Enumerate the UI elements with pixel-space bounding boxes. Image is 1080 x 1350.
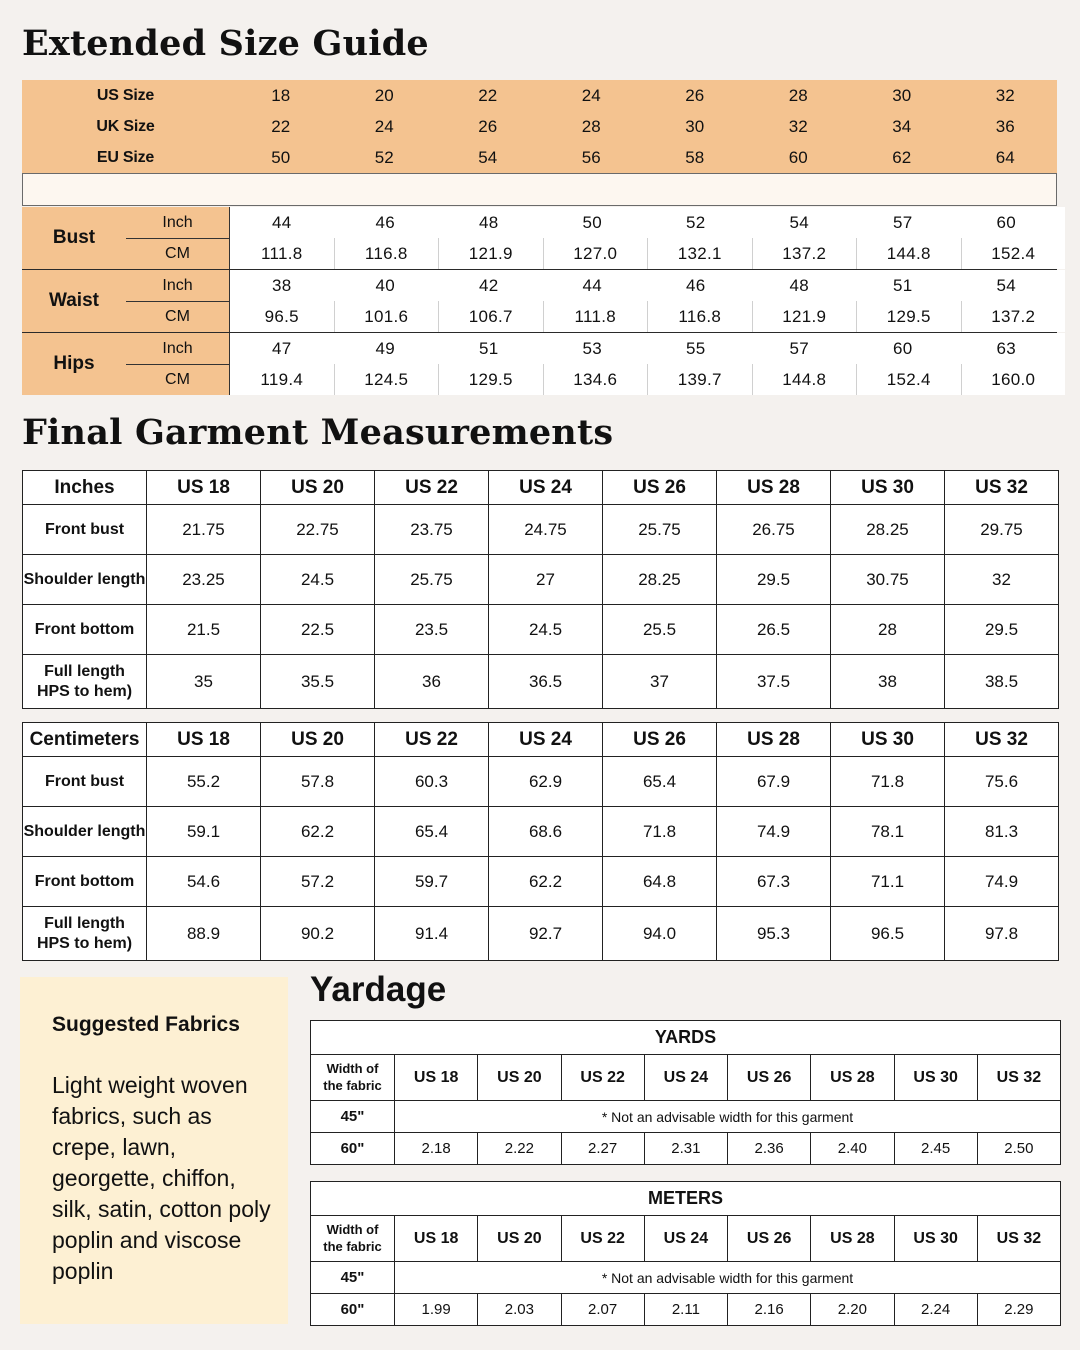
size-cell: 24	[581, 85, 601, 105]
value-cell: 32	[945, 555, 1059, 605]
caption-row	[311, 1182, 1061, 1216]
value-cell: 71.8	[831, 757, 945, 807]
size-cell: 36	[995, 116, 1015, 136]
value-cell: 53	[582, 338, 602, 358]
value-cell: 54.6	[147, 857, 261, 907]
meters-table	[310, 1181, 1061, 1326]
fabrics-title: Suggested Fabrics	[52, 1013, 240, 1036]
measure-label	[22, 333, 229, 395]
size-column-header: US 26	[728, 1055, 811, 1101]
size-cell: 32	[788, 116, 808, 136]
value-cell: 78.1	[831, 807, 945, 857]
measure-name: Waist	[49, 290, 99, 311]
value-cell: 90.2	[261, 907, 375, 961]
table-row	[23, 857, 1059, 907]
value-cell: 2.20	[811, 1294, 894, 1326]
size-cell: 20	[374, 85, 394, 105]
size-column-header: US 24	[644, 1055, 727, 1101]
size-column-header: US 22	[561, 1055, 644, 1101]
size-column-header: US 20	[261, 723, 375, 757]
value-cell: 67.3	[717, 857, 831, 907]
row-label: Front bottom	[23, 605, 147, 655]
value-cell: 134.6	[543, 364, 648, 395]
cm-row	[230, 364, 1065, 395]
size-cell: 32	[995, 85, 1015, 105]
size-column-header: US 28	[811, 1055, 894, 1101]
value-cell: 23.75	[375, 505, 489, 555]
us-size-row	[22, 80, 1057, 111]
value-cell: 63	[996, 338, 1016, 358]
width-45-row	[311, 1101, 1061, 1133]
value-cell: 92.7	[489, 907, 603, 961]
row-label: US Size	[96, 86, 155, 104]
value-cell: 129.5	[438, 364, 543, 395]
value-cell: 74.9	[717, 807, 831, 857]
header-row	[311, 1216, 1061, 1262]
value-cell: 137.2	[961, 301, 1066, 332]
value-cell: 65.4	[603, 757, 717, 807]
table-row	[23, 757, 1059, 807]
size-column-header: US 22	[375, 723, 489, 757]
row-label: Front bust	[23, 757, 147, 807]
value-cell: 51	[892, 275, 913, 295]
not-advisable-note: * Not an advisable width for this garment	[395, 1101, 1061, 1133]
value-cell: 44	[271, 212, 292, 232]
value-cell: 29.5	[945, 605, 1059, 655]
size-cell: 28	[788, 85, 808, 105]
size-column-header: US 32	[977, 1055, 1060, 1101]
value-cell: 62.2	[489, 857, 603, 907]
unit-inch-label: Inch	[162, 276, 193, 294]
value-cell: 28.25	[831, 505, 945, 555]
value-cell: 2.24	[894, 1294, 977, 1326]
value-cell: 74.9	[945, 857, 1059, 907]
value-cell: 62.9	[489, 757, 603, 807]
size-cell: 28	[581, 116, 601, 136]
size-cell: 26	[685, 85, 705, 105]
value-cell: 96.5	[831, 907, 945, 961]
value-cell: 2.36	[728, 1133, 811, 1165]
value-cell: 95.3	[717, 907, 831, 961]
value-cell: 35	[147, 655, 261, 709]
unit-header: Inches	[23, 471, 147, 505]
size-cell: 30	[685, 116, 705, 136]
width-header: Width of the fabric	[311, 1055, 395, 1101]
size-cell: 54	[478, 147, 498, 167]
value-cell: 2.11	[644, 1294, 727, 1326]
width-label: 60"	[311, 1133, 395, 1165]
value-cell: 2.50	[977, 1133, 1060, 1165]
spacer-band	[22, 173, 1057, 206]
size-column-header: US 20	[478, 1055, 561, 1101]
value-cell: 64.8	[603, 857, 717, 907]
value-cell: 59.7	[375, 857, 489, 907]
value-cell: 106.7	[438, 301, 543, 332]
size-cell: 24	[374, 116, 394, 136]
size-column-header: US 20	[261, 471, 375, 505]
value-cell: 40	[375, 275, 395, 295]
size-column-header: US 26	[603, 471, 717, 505]
header-row	[23, 723, 1059, 757]
value-cell: 71.1	[831, 857, 945, 907]
value-cell: 28	[831, 605, 945, 655]
value-cell: 116.8	[334, 238, 439, 269]
table-row	[23, 605, 1059, 655]
value-cell: 57.2	[261, 857, 375, 907]
value-cell: 160.0	[961, 364, 1066, 395]
size-cell: 58	[685, 147, 705, 167]
measure-name: Bust	[52, 227, 96, 248]
size-cell: 30	[892, 85, 912, 105]
value-cell: 124.5	[334, 364, 439, 395]
value-cell: 127.0	[543, 238, 648, 269]
value-cell: 2.31	[644, 1133, 727, 1165]
value-cell: 139.7	[647, 364, 752, 395]
size-cell: 62	[892, 147, 912, 167]
row-label: Front bust	[23, 505, 147, 555]
value-cell: 29.5	[717, 555, 831, 605]
value-cell: 49	[375, 338, 395, 358]
width-60-row	[311, 1133, 1061, 1165]
value-cell: 22.5	[261, 605, 375, 655]
value-cell: 46	[375, 212, 395, 232]
value-cell: 65.4	[375, 807, 489, 857]
value-cell: 144.8	[752, 364, 857, 395]
value-cell: 2.40	[811, 1133, 894, 1165]
size-column-header: US 22	[561, 1216, 644, 1262]
value-cell: 2.18	[395, 1133, 478, 1165]
cm-row	[230, 238, 1065, 269]
row-label: EU Size	[96, 148, 155, 166]
yards-table	[310, 1020, 1061, 1165]
value-cell: 24.5	[489, 605, 603, 655]
size-cell: 22	[271, 116, 291, 136]
width-45-row	[311, 1262, 1061, 1294]
value-cell: 94.0	[603, 907, 717, 961]
value-cell: 144.8	[856, 238, 961, 269]
width-header: Width of the fabric	[311, 1216, 395, 1262]
value-cell: 2.03	[478, 1294, 561, 1326]
value-cell: 54	[996, 275, 1016, 295]
value-cell: 51	[478, 338, 499, 358]
value-cell: 44	[582, 275, 602, 295]
garment-cm-table	[22, 722, 1059, 961]
unit-inch-label: Inch	[162, 339, 193, 357]
table-row	[23, 555, 1059, 605]
value-cell: 23.25	[147, 555, 261, 605]
value-cell: 111.8	[260, 243, 303, 263]
size-cell: 34	[892, 116, 912, 136]
size-column-header: US 24	[489, 723, 603, 757]
value-cell: 29.75	[945, 505, 1059, 555]
table-caption: METERS	[311, 1182, 1061, 1216]
value-cell: 22.75	[261, 505, 375, 555]
unit-cm-label: CM	[165, 307, 190, 325]
value-cell: 2.22	[478, 1133, 561, 1165]
size-column-header: US 32	[945, 723, 1059, 757]
measure-values	[229, 333, 1065, 395]
unit-cm-label: CM	[165, 244, 190, 262]
size-column-header: US 30	[894, 1055, 977, 1101]
value-cell: 47	[271, 338, 292, 358]
size-cell: 26	[478, 116, 498, 136]
measure-label	[22, 270, 229, 332]
value-cell: 152.4	[856, 364, 961, 395]
size-column-header: US 18	[395, 1055, 478, 1101]
size-cell: 18	[271, 85, 291, 105]
row-label: Shoulder length	[23, 555, 147, 605]
size-column-header: US 24	[644, 1216, 727, 1262]
measure-group-waist	[22, 270, 1057, 333]
value-cell: 38	[271, 275, 292, 295]
uk-size-row	[22, 111, 1057, 142]
value-cell: 2.07	[561, 1294, 644, 1326]
not-advisable-note: * Not an advisable width for this garment	[395, 1262, 1061, 1294]
size-column-header: US 30	[894, 1216, 977, 1262]
value-cell: 57	[789, 338, 809, 358]
value-cell: 36	[375, 655, 489, 709]
value-cell: 137.2	[752, 238, 857, 269]
value-cell: 75.6	[945, 757, 1059, 807]
value-cell: 60	[892, 338, 913, 358]
size-cell: 22	[478, 85, 498, 105]
value-cell: 88.9	[147, 907, 261, 961]
value-cell: 2.29	[977, 1294, 1060, 1326]
header-row	[23, 471, 1059, 505]
cm-row	[230, 301, 1065, 332]
size-column-header: US 20	[478, 1216, 561, 1262]
unit-header: Centimeters	[23, 723, 147, 757]
value-cell: 68.6	[489, 807, 603, 857]
value-cell: 55.2	[147, 757, 261, 807]
value-cell: 67.9	[717, 757, 831, 807]
value-cell: 55	[685, 338, 706, 358]
value-cell: 52	[685, 212, 706, 232]
measure-name: Hips	[53, 353, 95, 374]
size-column-header: US 26	[728, 1216, 811, 1262]
caption-row	[311, 1021, 1061, 1055]
size-conversion-header	[22, 80, 1057, 173]
size-guide-title: Extended Size Guide	[22, 23, 429, 64]
value-cell: 48	[789, 275, 809, 295]
value-cell: 81.3	[945, 807, 1059, 857]
value-cell: 21.75	[147, 505, 261, 555]
row-label: Full length HPS to hem)	[23, 655, 147, 709]
table-row	[23, 807, 1059, 857]
value-cell: 28.25	[603, 555, 717, 605]
size-column-header: US 28	[717, 723, 831, 757]
value-cell: 119.4	[260, 369, 304, 389]
eu-size-row	[22, 142, 1057, 173]
value-cell: 1.99	[395, 1294, 478, 1326]
size-column-header: US 22	[375, 471, 489, 505]
value-cell: 2.27	[561, 1133, 644, 1165]
size-cell: 64	[995, 147, 1015, 167]
value-cell: 37	[603, 655, 717, 709]
measure-values	[229, 207, 1065, 269]
size-column-header: US 18	[395, 1216, 478, 1262]
value-cell: 48	[478, 212, 499, 232]
size-cell: 52	[374, 147, 394, 167]
size-cell: 50	[271, 147, 291, 167]
value-cell: 111.8	[543, 301, 648, 332]
row-label: UK Size	[96, 117, 155, 135]
measure-values	[229, 270, 1065, 332]
value-cell: 132.1	[647, 238, 752, 269]
size-column-header: US 30	[831, 471, 945, 505]
value-cell: 121.9	[438, 238, 543, 269]
value-cell: 2.45	[894, 1133, 977, 1165]
measure-group-hips	[22, 333, 1057, 395]
value-cell: 25.75	[375, 555, 489, 605]
table-row	[23, 655, 1059, 709]
fabrics-text: Light weight woven fabrics, such as crepe, lawn, georgette, chiffon, silk, satin, cotton poly poplin and viscose poplin	[52, 1072, 271, 1284]
size-cell: 56	[581, 147, 601, 167]
value-cell: 91.4	[375, 907, 489, 961]
width-label: 45"	[311, 1101, 395, 1133]
value-cell: 97.8	[945, 907, 1059, 961]
value-cell: 129.5	[856, 301, 961, 332]
yardage-title: Yardage	[310, 970, 447, 1009]
width-60-row	[311, 1294, 1061, 1326]
width-label: 60"	[311, 1294, 395, 1326]
value-cell: 50	[582, 212, 602, 232]
value-cell: 71.8	[603, 807, 717, 857]
body-measurements	[22, 207, 1057, 395]
header-row	[311, 1055, 1061, 1101]
value-cell: 96.5	[264, 306, 299, 326]
size-column-header: US 28	[717, 471, 831, 505]
value-cell: 35.5	[261, 655, 375, 709]
size-column-header: US 32	[977, 1216, 1060, 1262]
value-cell: 62.2	[261, 807, 375, 857]
value-cell: 2.16	[728, 1294, 811, 1326]
width-label: 45"	[311, 1262, 395, 1294]
table-caption: YARDS	[311, 1021, 1061, 1055]
size-column-header: US 26	[603, 723, 717, 757]
value-cell: 27	[489, 555, 603, 605]
value-cell: 24.75	[489, 505, 603, 555]
value-cell: 25.5	[603, 605, 717, 655]
size-column-header: US 28	[811, 1216, 894, 1262]
garment-inches-table	[22, 470, 1059, 709]
size-cell: 60	[788, 147, 808, 167]
size-column-header: US 32	[945, 471, 1059, 505]
size-column-header: US 18	[147, 471, 261, 505]
value-cell: 59.1	[147, 807, 261, 857]
value-cell: 60	[996, 212, 1016, 232]
value-cell: 25.75	[603, 505, 717, 555]
inch-row	[230, 207, 1065, 238]
value-cell: 23.5	[375, 605, 489, 655]
value-cell: 121.9	[752, 301, 857, 332]
value-cell: 54	[789, 212, 809, 232]
value-cell: 57.8	[261, 757, 375, 807]
inch-row	[230, 270, 1065, 301]
row-label: Shoulder length	[23, 807, 147, 857]
value-cell: 37.5	[717, 655, 831, 709]
row-label: Full length HPS to hem)	[23, 907, 147, 961]
inch-row	[230, 333, 1065, 364]
measure-group-bust	[22, 207, 1057, 270]
value-cell: 26.5	[717, 605, 831, 655]
value-cell: 60.3	[375, 757, 489, 807]
value-cell: 46	[685, 275, 706, 295]
value-cell: 26.75	[717, 505, 831, 555]
garment-title: Final Garment Measurements	[22, 412, 614, 453]
value-cell: 38	[831, 655, 945, 709]
value-cell: 24.5	[261, 555, 375, 605]
value-cell: 42	[478, 275, 499, 295]
suggested-fabrics-box	[20, 977, 288, 1324]
unit-cm-label: CM	[165, 370, 190, 388]
value-cell: 57	[892, 212, 913, 232]
size-column-header: US 18	[147, 723, 261, 757]
value-cell: 152.4	[961, 238, 1066, 269]
size-column-header: US 30	[831, 723, 945, 757]
unit-inch-label: Inch	[162, 213, 193, 231]
table-row	[23, 907, 1059, 961]
size-column-header: US 24	[489, 471, 603, 505]
value-cell: 30.75	[831, 555, 945, 605]
value-cell: 21.5	[147, 605, 261, 655]
value-cell: 38.5	[945, 655, 1059, 709]
row-label: Front bottom	[23, 857, 147, 907]
measure-label	[22, 207, 229, 269]
value-cell: 101.6	[334, 301, 439, 332]
value-cell: 36.5	[489, 655, 603, 709]
table-row	[23, 505, 1059, 555]
value-cell: 116.8	[647, 301, 752, 332]
